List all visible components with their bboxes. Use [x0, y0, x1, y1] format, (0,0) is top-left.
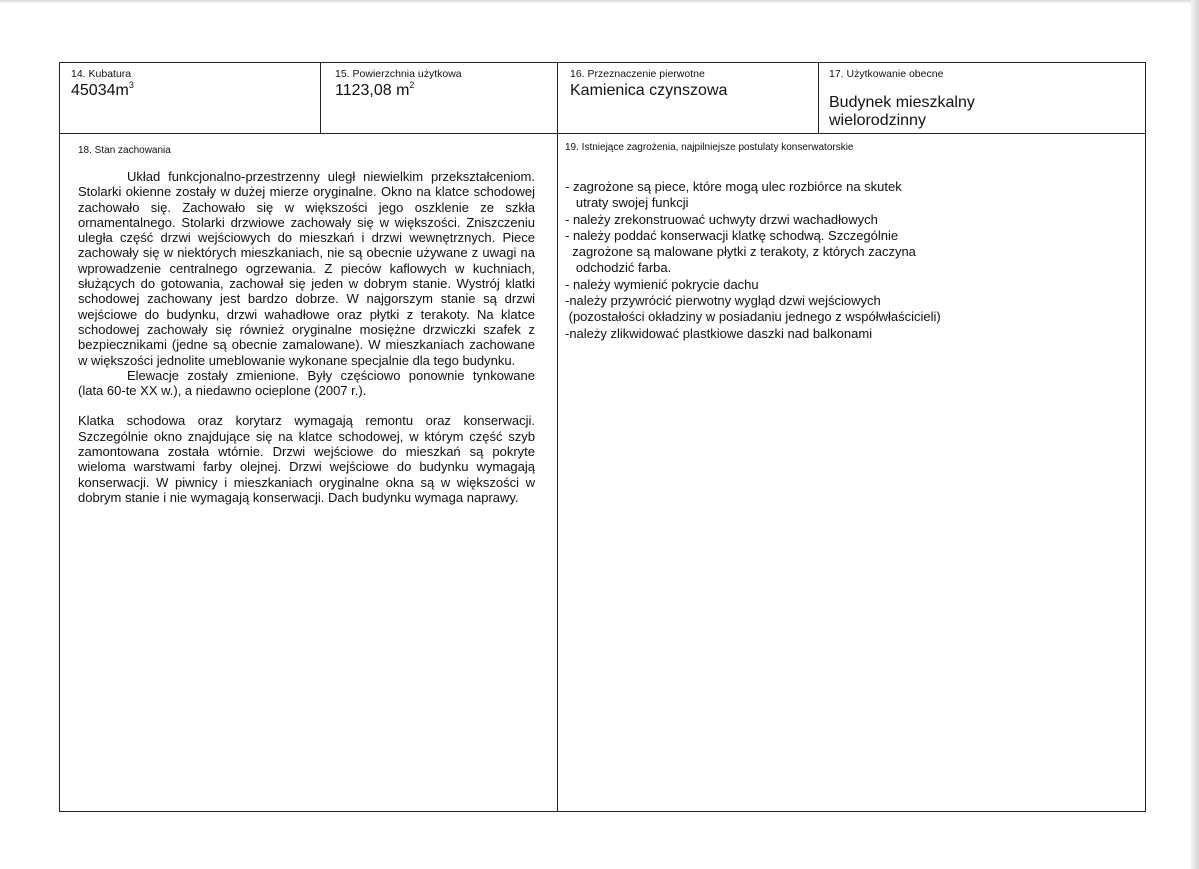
bottom-row: [60, 134, 1145, 811]
stan-paragraph-3: Klatka schodowa oraz korytarz wymagają remontu oraz konserwacji. Szczególnie okno znajdujące się na klatce schodowej, w którym część szyb zamontowana została wtórnie. Drzwi wejściowe do mieszkań są pokryte wieloma warstwami farby olejnej. Drzwi wejściowe do budynku wymagają konserwacji. W piwnicy i mieszkaniach oryginalne okna są w większości w dobrym stanie i nie wymagają konserwacji. Dach budynku wymaga naprawy.: [78, 413, 535, 505]
uzytkowanie-value-line-2: wielorodzinny: [829, 112, 926, 129]
zagrozenia-line: odchodzić farba.: [565, 260, 672, 276]
kubatura-number: 45034m: [71, 82, 129, 99]
uzytkowanie-value: [829, 94, 1145, 130]
powierzchnia-value: [335, 82, 557, 100]
cell-kubatura: [60, 63, 321, 133]
kubatura-unit-exponent: 3: [128, 80, 134, 90]
section-stan-zachowania: [60, 134, 558, 811]
kubatura-value: [71, 82, 320, 100]
zagrozenia-line: - należy wymienić pokrycie dachu: [565, 276, 759, 292]
zagrozenia-label: 19. Istniejące zagrożenia, najpilniejsze postulaty konserwatorskie: [565, 142, 854, 153]
cell-powierzchnia: [321, 63, 558, 133]
section-zagrozenia: [558, 134, 1145, 811]
stan-paragraph-1: Układ funkcjonalno-przestrzenny uległ niewielkim przekształceniom. Stolarki okienne zostały w dużej mierze oryginalne. Okno na klatce schodowej zachowało się. Zachowało się w większości jego oszklenie ze szkła ornamentalnego. Stolarki drzwiowe zachowały się w większości. Zniszczeniu uległa część drzwi wejściowych do mieszkań i drzwi wewnętrznych. Piece zachowały się w niektórych mieszkaniach, nie są obecnie używane z uwagi na wprowadzenie centralnego ogrzewania. Z pieców kaflowych w kuchniach, służących do gotowania, zachował się jeden w dobrym stanie. Wystrój klatki schodowej zachowany jest bardzo dobrze. W najgorszym stanie są drzwi wejściowe do budynku, drzwi wahadłowe oraz płytki z terakoty. Na klatce schodowej zachowały się również oryginalne mosiężne drzwiczki szafek z bezpiecznikami (jedne są obecnie zamalowane). W mieszkaniach zachowane w większości jednolite umeblowanie wykonane specjalnie dla tego budynku.: [78, 169, 535, 368]
powierzchnia-label: 15. Powierzchnia użytkowa: [335, 68, 462, 80]
uzytkowanie-value-line-1: Budynek mieszkalny: [829, 94, 975, 111]
cell-przeznaczenie: [558, 63, 819, 133]
kubatura-label: 14. Kubatura: [71, 68, 132, 80]
przeznaczenie-value: Kamienica czynszowa: [570, 82, 728, 99]
zagrozenia-line: -należy przywrócić pierwotny wygląd dzwi wejściowych: [565, 293, 881, 309]
zagrozenia-line: -należy zlikwidować plastkiowe daszki nad balkonami: [565, 325, 873, 341]
sheet-edge-top: [0, 0, 1199, 3]
powierzchnia-number: 1123,08 m: [335, 82, 410, 99]
uzytkowanie-label: 17. Użytkowanie obecne: [829, 68, 944, 80]
stan-zachowania-text: [78, 169, 535, 505]
stan-paragraph-2: Elewacje zostały zmienione. Były częściowo ponownie tynkowane (lata 60-te XX w.), a niedawno ocieplone (2007 r.).: [78, 367, 535, 399]
sheet-edge-right: [1191, 0, 1199, 869]
top-row: [60, 63, 1145, 134]
powierzchnia-unit-exponent: 2: [409, 80, 415, 90]
przeznaczenie-label: 16. Przeznaczenie pierwotne: [570, 68, 705, 80]
zagrozenia-line: - zagrożone są piece, które mogą ulec rozbiórce na skutek: [565, 179, 902, 194]
zagrozenia-line: utraty swojej funkcji: [565, 195, 689, 211]
zagrozenia-list: [565, 179, 1135, 342]
zagrozenia-line: (pozostałości okładziny w posiadaniu jednego z współwłaścicieli): [565, 309, 941, 325]
stan-zachowania-label: 18. Stan zachowania: [78, 145, 171, 156]
zagrozenia-line: zagrożone są malowane płytki z terakoty, z których zaczyna: [565, 244, 916, 260]
zagrozenia-line: - należy zrekonstruować uchwyty drzwi wachadłowych: [565, 211, 878, 227]
record-card: [59, 62, 1146, 812]
cell-uzytkowanie: [819, 63, 1145, 133]
zagrozenia-line: - należy poddać konserwacji klatkę schodwą. Szczególnie: [565, 227, 899, 243]
